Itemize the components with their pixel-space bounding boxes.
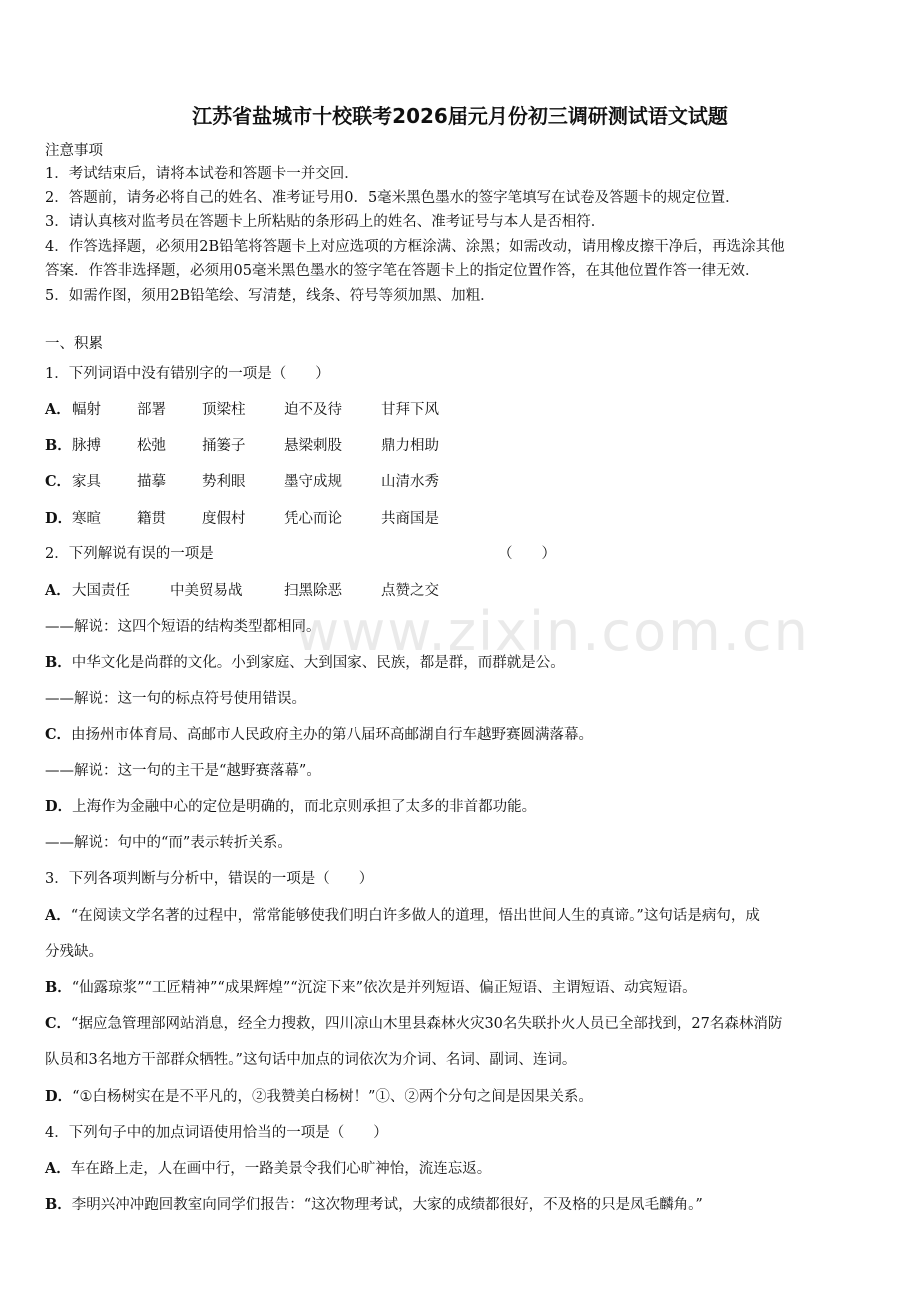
option-line: D．上海作为金融中心的定位是明确的，而北京则承担了太多的非首都功能。 bbox=[45, 798, 537, 815]
option-line: A．车在路上走，人在画中行，一路美景令我们心旷神怡，流连忘返。 bbox=[45, 1160, 492, 1177]
explanation-line: ——解说：这四个短语的结构类型都相同。 bbox=[45, 619, 321, 635]
explanation-line: ——解说：句中的“而”表示转折关系。 bbox=[45, 835, 292, 851]
option-word: 家具 bbox=[72, 474, 101, 490]
option-label: C． bbox=[45, 1015, 72, 1032]
option-word: 描摹 bbox=[137, 474, 166, 490]
option-label: D． bbox=[45, 1088, 73, 1105]
option-label: D． bbox=[45, 510, 73, 527]
option-label: B． bbox=[45, 979, 72, 996]
page-title: 江苏省盐城市十校联考2026届元月份初三调研测试语文试题 bbox=[192, 104, 728, 128]
option-word: 势利眼 bbox=[202, 474, 246, 490]
option-label: C． bbox=[45, 726, 72, 743]
option-word: 籍贯 bbox=[137, 511, 166, 527]
option-word: 捅篓子 bbox=[202, 438, 246, 454]
option-word: 松弛 bbox=[137, 438, 166, 454]
question-1-stem: 1．下列词语中没有错别字的一项是（ ） bbox=[45, 366, 330, 382]
option-line: D．“①白杨树实在是不平凡的，②我赞美白杨树！”①、②两个分句之间是因果关系。 bbox=[45, 1088, 593, 1105]
notice-heading: 注意事项 bbox=[45, 143, 103, 159]
option-word: 脉搏 bbox=[72, 438, 101, 454]
notice-item: 1．考试结束后，请将本试卷和答题卡一并交回． bbox=[45, 166, 359, 182]
question-3-stem: 3．下列各项判断与分析中，错误的一项是（ ） bbox=[45, 871, 374, 887]
option-word: 扫黑除恶 bbox=[284, 583, 342, 599]
option-word: 共商国是 bbox=[381, 511, 439, 527]
option-word: 寒暄 bbox=[72, 511, 101, 527]
notice-item: 答案．作答非选择题，必须用05毫米黑色墨水的签字笔在答题卡上的指定位置作答，在其他位置作答一律无效． bbox=[45, 263, 760, 279]
option-label: B． bbox=[45, 1196, 72, 1213]
option-label: A． bbox=[45, 1160, 71, 1177]
explanation-line: ——解说：这一句的主干是“越野赛落幕”。 bbox=[45, 763, 321, 779]
option-word: 山清水秀 bbox=[381, 474, 439, 490]
option-line: C．“据应急管理部网站消息，经全力搜救，四川凉山木里县森林火灾30名失联扑火人员已全部找到，27名森林消防 bbox=[45, 1015, 783, 1032]
option-word: 度假村 bbox=[202, 511, 246, 527]
option-label: B． bbox=[45, 654, 72, 671]
option-word: 鼎力相助 bbox=[381, 438, 439, 454]
notice-item: 3．请认真核对监考员在答题卡上所粘贴的条形码上的姓名、准考证号与本人是否相符． bbox=[45, 214, 606, 230]
option-label: A． bbox=[45, 907, 71, 924]
watermark: www.zixin.com.cn bbox=[295, 600, 810, 663]
option-line: B．“仙露琼浆”“工匠精神”“成果辉煌”“沉淀下来”依次是并列短语、偏正短语、主谓短语、动宾短语。 bbox=[45, 979, 697, 996]
option-word: 悬梁刺股 bbox=[284, 438, 342, 454]
option-word: 顶梁柱 bbox=[202, 402, 246, 418]
option-word: 点赞之交 bbox=[381, 583, 439, 599]
notice-item: 5．如需作图，须用2B铅笔绘、写清楚，线条、符号等须加黑、加粗． bbox=[45, 288, 495, 304]
section-heading: 一、积累 bbox=[45, 336, 103, 352]
explanation-line: ——解说：这一句的标点符号使用错误。 bbox=[45, 691, 306, 707]
notice-item: 4．作答选择题，必须用2B铅笔将答题卡上对应选项的方框涂满、涂黑；如需改动，请用橡皮擦干净后，再选涂其他 bbox=[45, 239, 785, 255]
question-4-stem: 4．下列句子中的加点词语使用恰当的一项是（ ） bbox=[45, 1125, 388, 1141]
option-line: C．由扬州市体育局、高邮市人民政府主办的第八届环高邮湖自行车越野赛圆满落幕。 bbox=[45, 726, 594, 743]
option-word: 迫不及待 bbox=[284, 402, 342, 418]
option-label: A． bbox=[45, 401, 71, 418]
option-word: 部署 bbox=[137, 402, 166, 418]
answer-paren: （ ） bbox=[498, 546, 556, 562]
option-word: 甘拜下风 bbox=[381, 402, 439, 418]
option-label: A． bbox=[45, 582, 71, 599]
option-line: A．“在阅读文学名著的过程中，常常能够使我们明白许多做人的道理，悟出世间人生的真谛。”这句话是病句，成 bbox=[45, 907, 760, 924]
option-word: 墨守成规 bbox=[284, 474, 342, 490]
option-label: D． bbox=[45, 798, 73, 815]
option-line: 分残缺。 bbox=[45, 944, 103, 960]
option-line: B．中华文化是尚群的文化。小到家庭、大到国家、民族，都是群，而群就是公。 bbox=[45, 654, 565, 671]
option-word: 凭心而论 bbox=[284, 511, 342, 527]
option-label: C． bbox=[45, 473, 72, 490]
option-word: 幅射 bbox=[72, 402, 101, 418]
question-2-stem: 2．下列解说有误的一项是 bbox=[45, 546, 214, 562]
option-line: 队员和3名地方干部群众牺牲。”这句话中加点的词依次为介词、名词、副词、连词。 bbox=[45, 1052, 577, 1068]
option-line: B．李明兴冲冲跑回教室向同学们报告：“这次物理考试，大家的成绩都很好，不及格的只是凤毛麟角。” bbox=[45, 1196, 703, 1213]
option-label: B． bbox=[45, 437, 72, 454]
option-word: 中美贸易战 bbox=[170, 583, 243, 599]
notice-item: 2．答题前，请务必将自己的姓名、准考证号用0．5毫米黑色墨水的签字笔填写在试卷及答题卡的规定位置． bbox=[45, 190, 740, 206]
option-word: 大国责任 bbox=[72, 583, 130, 599]
